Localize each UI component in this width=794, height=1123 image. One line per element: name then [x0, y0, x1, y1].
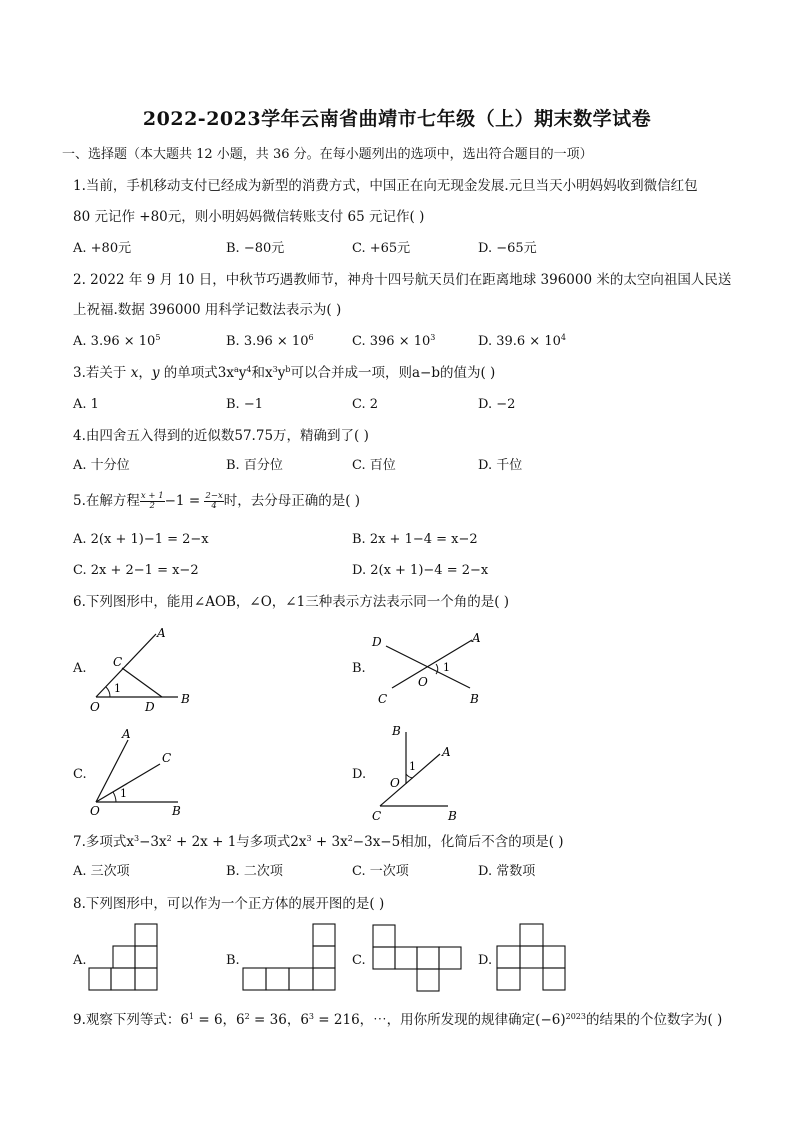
angle-arc	[406, 774, 413, 778]
label-a: A	[122, 727, 131, 741]
label-o: O	[418, 675, 428, 689]
label-a: A	[157, 626, 166, 640]
figure-6b	[364, 624, 494, 710]
fraction-1: $\frac{x + 1}{2}$	[140, 491, 164, 511]
question-8-option-c-label: C.	[352, 953, 366, 968]
question-1-option-c: C. +65元	[352, 241, 411, 256]
question-7-option-c: C. 一次项	[352, 864, 409, 879]
question-1-option-d: D. −65元	[478, 241, 537, 256]
question-2-option-a: A. $3.96 \times 10^5$	[73, 333, 161, 349]
question-4-option-b: B. 百分位	[226, 458, 283, 473]
label-c: C	[372, 809, 382, 823]
label-b: B	[470, 692, 479, 706]
question-3-option-d: D. −2	[478, 397, 516, 412]
question-7-option-a: A. 三次项	[73, 864, 130, 879]
cube-net-a	[88, 923, 160, 995]
label-c: C	[113, 655, 123, 669]
question-3-option-c: C. 2	[352, 397, 379, 412]
question-5-option-a: A. 2(x + 1)−1 = 2−x	[73, 532, 209, 547]
label-c: C	[378, 692, 388, 706]
question-9-line-1: 9.观察下列等式：$6^1 = 6$，$6^2 = 36$，$6^3 = 216$，⋯，用你所发现的规律确定$(-6)^{2023}$的结果的个位数字为( )	[73, 1012, 723, 1028]
question-2-line-2: 上祝福.数据 396000 用科学记数法表示为( )	[73, 302, 342, 318]
cube-net-d	[496, 923, 568, 995]
question-7-option-b: B. 二次项	[226, 864, 283, 879]
question-6-option-d-label: D.	[352, 767, 367, 782]
question-7-line-1: 7.多项式$x^3-3x^2 + 2x + 1$与多项式$2x^3 + 3x^2-3x-5$相加，化简后不含的项是( )	[73, 834, 564, 850]
question-4-option-a: A. 十分位	[73, 458, 130, 473]
question-2-option-b: B. $3.96 \times 10^6$	[226, 333, 314, 349]
figure-6a	[86, 622, 206, 716]
label-d: D	[372, 635, 382, 649]
question-1-option-b: B. −80元	[226, 241, 285, 256]
question-1-line-1: 1.当前，手机移动支付已经成为新型的消费方式，中国正在向无现金发展.元旦当天小明妈妈收到微信红包	[73, 178, 698, 194]
label-o: O	[390, 776, 400, 790]
question-2-line-1: 2. 2022 年 9 月 10 日，中秋节巧遇教师节，神舟十四号航天员们在距离地球 396000 米的太空向祖国人民送	[73, 272, 732, 288]
question-8-option-b-label: B.	[226, 953, 240, 968]
fraction-2: $\frac{2-x}{4}$	[205, 491, 223, 511]
question-6-option-b-label: B.	[352, 661, 366, 676]
question-3-line-1: 3.若关于 x，y 的单项式$3x^ay^4$和$x^3y^b$可以合并成一项，则a−b的值为( )	[73, 365, 496, 381]
label-1: 1	[120, 787, 127, 800]
question-8-option-d-label: D.	[478, 953, 493, 968]
question-5-option-b: B. 2x + 1−4 = x−2	[352, 532, 478, 547]
question-1-option-a: A. +80元	[73, 241, 132, 256]
cube-net-b	[242, 923, 338, 995]
page-title: 2022-2023学年云南省曲靖市七年级（上）期末数学试卷	[142, 108, 652, 130]
line-cd	[122, 668, 162, 697]
question-6-option-c-label: C.	[73, 767, 87, 782]
question-5-option-c: C. 2x + 2−1 = x−2	[73, 563, 199, 578]
figure-6c	[86, 724, 196, 820]
label-b2: B	[448, 809, 457, 823]
label-a: A	[472, 631, 481, 645]
question-8-option-a-label: A.	[73, 953, 87, 968]
question-6-option-a-label: A.	[73, 661, 87, 676]
question-2-option-c: C. $396 \times 10^3$	[352, 333, 436, 349]
label-b: B	[392, 724, 401, 738]
cube-net-c	[372, 924, 466, 996]
question-5-line-1: 5.在解方程 $\frac{x + 1}{2}$ −1 = $\frac{2-x}{4}$ 时，去分母正确的是( )	[73, 491, 361, 511]
question-4-line-1: 4.由四舍五入得到的近似数57.75万，精确到了( )	[73, 428, 369, 444]
label-b: B	[172, 804, 181, 818]
question-2-option-d: D. $39.6 \times 10^4$	[478, 333, 566, 349]
angle-arc	[113, 792, 116, 802]
question-7-option-d: D. 常数项	[478, 864, 536, 879]
section-heading: 一、选择题（本大题共 12 小题，共 36 分。在每小题列出的选项中，选出符合题目的一项）	[62, 147, 593, 162]
question-6-line-1: 6.下列图形中，能用∠AOB，∠O，∠1三种表示方法表示同一个角的是( )	[73, 594, 510, 610]
angle-arc	[106, 687, 110, 697]
label-1: 1	[114, 682, 121, 695]
question-3-option-a: A. 1	[73, 397, 99, 412]
label-d: D	[145, 700, 155, 714]
label-o: O	[90, 804, 100, 818]
question-4-option-c: C. 百位	[352, 458, 396, 473]
figure-6d	[364, 720, 474, 826]
label-c: C	[162, 751, 172, 765]
line-oa	[96, 634, 156, 697]
angle-arc	[436, 664, 438, 674]
label-b: B	[181, 692, 190, 706]
question-4-option-d: D. 千位	[478, 458, 523, 473]
label-1: 1	[409, 760, 416, 773]
label-a: A	[442, 745, 451, 759]
question-8-line-1: 8.下列图形中，可以作为一个正方体的展开图的是( )	[73, 896, 385, 912]
label-o: O	[90, 700, 100, 714]
question-3-option-b: B. −1	[226, 397, 263, 412]
question-1-line-2: 80 元记作 +80元，则小明妈妈微信转账支付 65 元记作( )	[73, 209, 425, 225]
line-db	[386, 646, 470, 688]
label-1: 1	[443, 661, 450, 674]
line-ca	[392, 640, 472, 688]
question-5-option-d: D. 2(x + 1)−4 = 2−x	[352, 563, 489, 578]
